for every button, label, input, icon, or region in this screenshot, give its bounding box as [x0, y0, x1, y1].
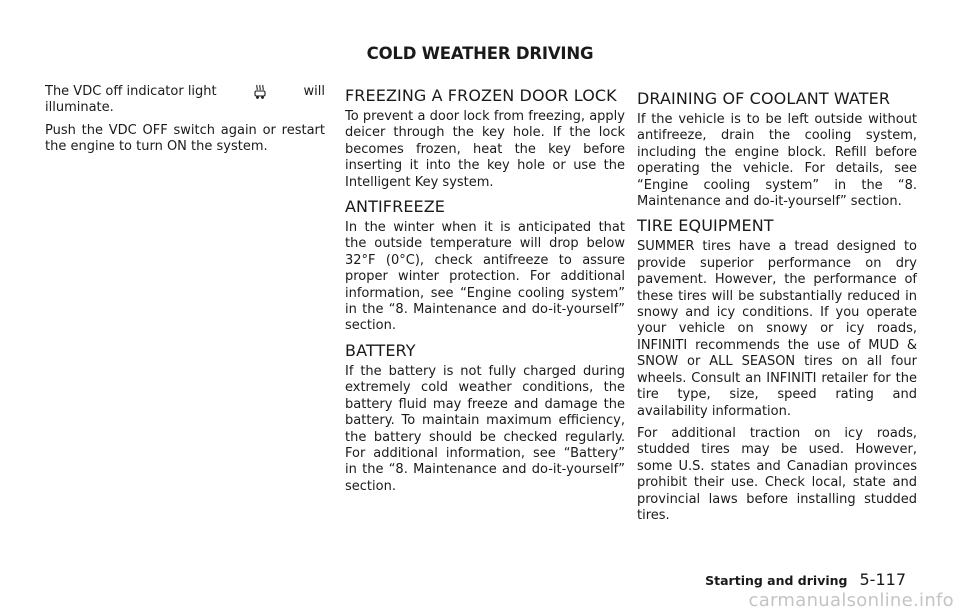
column-3	[637, 89, 917, 530]
tires-body-1: SUMMER tires have a tread designed to provide superior performance on dry pavement. However, the performance of these tires will be substantially reduced in snowy and icy conditions. If you operate your vehicle on snowy or icy roads, INFINITI recommends the use of MUD & SNOW or ALL SEASON tires on all four wheels. Consult an INFINITI retailer for the tire type, size, speed rating and availability information.	[637, 239, 917, 419]
watermark: carmanualsonline.info	[748, 590, 954, 611]
column-2	[345, 86, 625, 501]
column-1	[45, 84, 325, 162]
vdc-indicator-line	[45, 84, 325, 100]
page-footer	[705, 570, 906, 589]
vdc-line-start: The VDC off indicator light	[45, 84, 217, 99]
tires-heading: TIRE EQUIPMENT	[637, 216, 774, 236]
footer-section: Starting and driving	[705, 573, 848, 588]
page-number: 5-117	[859, 570, 906, 589]
vdc-restart-text: Push the VDC OFF switch again or restart the engine to turn ON the system.	[45, 122, 325, 155]
tires-body-2: For additional traction on icy roads, studded tires may be used. However, some U.S. states and Canadian provinces prohibit their use. Check local, state and provincial laws before installing studded tires.	[637, 425, 917, 523]
coolant-body: If the vehicle is to be left outside without antifreeze, drain the cooling system, including the engine block. Refill before operating the vehicle. For details, see “Engine cooling system” in the “8. Maintenance and do-it-yourself” section.	[637, 112, 917, 210]
page-title: COLD WEATHER DRIVING	[366, 44, 594, 63]
coolant-heading: DRAINING OF COOLANT WATER	[637, 89, 891, 108]
vdc-line-end: will	[303, 84, 325, 99]
vdc-line-cont: illuminate.	[45, 100, 114, 116]
battery-body: If the battery is not fully charged during extremely cold weather conditions, the battery fluid may freeze and damage the battery. To maintain maximum efficiency, the battery should be checked regularly. For additional information, see “Battery” in the “8. Maintenance and do-it-yourself” section.	[345, 363, 625, 494]
freeze-heading: FREEZING A FROZEN DOOR LOCK	[345, 86, 617, 105]
vdc-off-icon	[253, 84, 267, 100]
battery-heading: BATTERY	[345, 340, 416, 360]
antifreeze-body: In the winter when it is anticipated that the outside temperature will drop below 32°F (0°C), check antifreeze to assure proper winter protection. For additional information, see “Engine cooling system” in the “8. Maintenance and do-it-yourself” section.	[345, 220, 625, 334]
antifreeze-heading: ANTIFREEZE	[345, 197, 446, 217]
freeze-body: To prevent a door lock from freezing, apply deicer through the key hole. If the lock becomes frozen, heat the key before inserting it into the key hole or use the Intelligent Key system.	[345, 109, 625, 190]
